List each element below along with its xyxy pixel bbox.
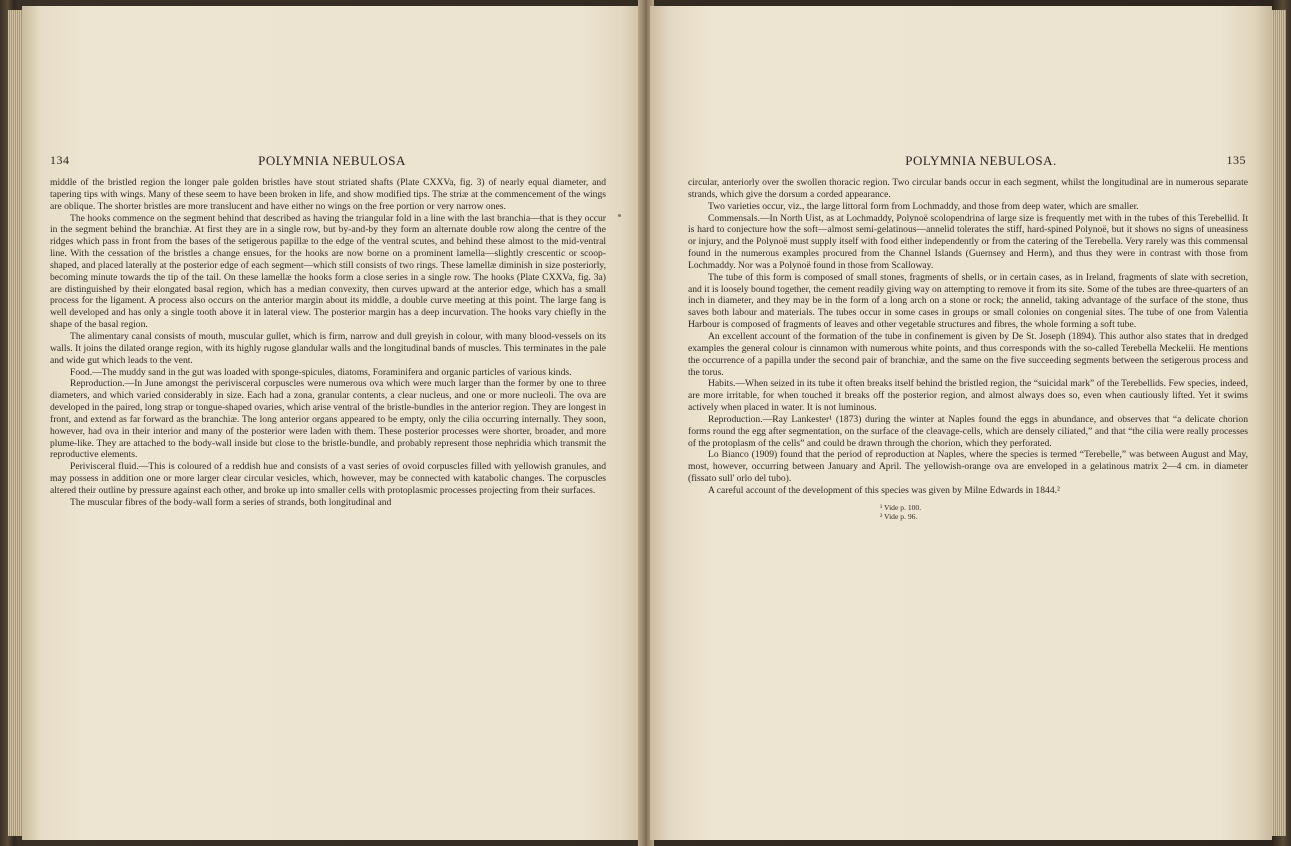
paragraph: Reproduction.—Ray Lankester¹ (1873) during the winter at Naples found the eggs in abundance, and observes that “a delicate chorion forms round the egg after segmentation, on the surface of the cleavage-cells, which are densely ciliated,” and that “the cilia were really processes of the protoplasm of the cells” and could be drawn through the chorion, which they perforated. [688,413,1248,449]
right-page [650,6,1272,840]
paragraph: middle of the bristled region the longer pale golden bristles have stout striated shafts (Plate CXXVa, fig. 3) of nearly equal diameter, and tapering tips with wings. Many of these seem to have been broken in life, and show modified tips. The striæ at the commencement of the wings are oblique. The shorter bristles are more translucent and have either no wings on the free portion or very narrow ones. [50,177,606,212]
paragraph: Perivisceral fluid.—This is coloured of a reddish hue and consists of a vast series of ovoid corpuscles filled with yellowish granules, and may possess in addition one or more larger clear circular vesicles, which, however, may be connected with katabolic changes. The corpuscles altered their outline by pressure against each other, and broke up into smaller cells with protoplasmic processes projecting from their surfaces. [50,461,606,496]
right-page-edges [1272,10,1286,836]
paragraph: Lo Bianco (1909) found that the period of reproduction at Naples, where the species is termed “Terebelle,” was between August and May, most, however, occurring between January and April. The yellowish-orange ova are enveloped in a gelatinous matrix 2—4 cm. in diameter (fissato sull' orlo del tubo). [688,449,1248,485]
paragraph: The tube of this form is composed of small stones, fragments of shells, or in certain cases, as in Ireland, fragments of slate with secretion, and it is loosely bound together, the cement readily giving way on attempting to remove it from its site. Some of the tubes are three-quarters of an inch in diameter, and they may be in the form of a long arch on a stone or rock; the annelid, taking advantage of the surface of the stone, thus saves both labour and materials. The tubes occur in some cases in groups or small colonies on congenial sites. The tube of one from Valentia Harbour is composed of fragments of leaves and other vegetable structures and fibres, the whole forming a soft tube. [688,271,1248,331]
paragraph: Commensals.—In North Uist, as at Lochmaddy, Polynoë scolopendrina of large size is frequently met with in the tubes of this Terebellid. It is hard to conjecture how the soft—almost semi-gelatinous—annelid tolerates the stiff, hard-spined Polynoë, but it shows no signs of uneasiness or injury, and the Polynoë must supply itself with food either independently or from the catering of the Terebella. Very rarely was this commensal found in the numerous examples procured from the Channel Islands (Guernsey and Herm), and thus they were in contrast with those from Lochmaddy. Nor was a Polynoë found in those from Scalloway. [688,212,1248,271]
paragraph: The alimentary canal consists of mouth, muscular gullet, which is firm, narrow and dull greyish in colour, with many blood-vessels on its walls. It joins the dilated orange region, with its highly rugose glandular walls and the longitudinal bands of muscles. This terminates in the pale and wide gut which leads to the vent. [50,330,606,366]
footnote: ² Vide p. 96. [880,512,918,522]
paragraph: circular, anteriorly over the swollen thoracic region. Two circular bands occur in each segment, whilst the longitudinal are in numerous separate strands, which give the dorsum a corded appearance. [688,177,1248,200]
paragraph: The muscular fibres of the body-wall form a series of strands, both longitudinal and [70,496,392,508]
right-body-text [688,177,1248,522]
paragraph: The hooks commence on the segment behind that described as having the triangular fold in a line with the last branchia—that is they occur in the segment behind the branchiæ. At first they are in a single row, but by-and-by they form an alternate double row along the centre of the ridges which pass in front from the bases of the setigerous papillæ to the edge of the ventral scutes, and behind these almost to the mid-ventral line. With the cessation of the bristles a change ensues, for the hooks are now borne on a prominent lamella—slightly crescentic or scoop-shaped, and placed laterally at the posterior edge of each segment—which still consists of two rings. These lamellæ diminish in size posteriorly, becoming minute towards the tip of the tail. On these lamellæ the hooks form a close series in a single row. The hooks (Plate CXXVa, fig. 3a) are distinguished by their elongated basal region, which has a median convexity, then curves upward at the anterior edge, which has a small process for the ligament. A process also occurs on the anterior margin about its middle, a double curve meeting at this point. The large fang is well developed and has only a single tooth above it in lateral view. The posterior margin has a deep incurvation. The hooks vary chiefly in the shape of the basal region. [50,212,606,331]
left-page [22,6,642,840]
left-body-text [50,177,606,509]
page-mark [618,214,621,217]
footnote: ¹ Vide p. 100. [880,502,922,512]
running-head-title: POLYMNIA NEBULOSA. [905,153,1057,168]
paragraph: Reproduction.—In June amongst the perivisceral corpuscles were numerous ova which were much larger than the former by one to three diameters, and which varied considerably in size. Each had a zona, granular contents, a clear nucleus, and one or more nucleoli. The ova are developed in the paired, long strap or tongue-shaped ovaries, which arise ventral of the bristle-bundles in the anterior region. They are longest in front, and extend as far forward as the branchiæ. The long anterior organs appeared to be empty, only the cilia occurring internally. They soon, however, had ova in their interior and many of the posterior were laden with them. These posterior processes were shorter, broader, and more plume-like. They are attached to the body-wall inside but close to the bristle-bundle, and probably represent those nephridia which transmit the reproductive elements. [50,378,606,461]
paragraph: Food.—The muddy sand in the gut was loaded with sponge-spicules, diatoms, Foraminifera and organic particles of various kinds. [70,366,572,378]
page-number: 135 [1226,153,1246,167]
paragraph: Two varieties occur, viz., the large littoral form from Lochmaddy, and those from deep water, which are smaller. [708,200,1139,212]
left-running-head [22,153,642,169]
left-page-edges [8,10,22,836]
running-head-title: POLYMNIA NEBULOSA [258,153,406,168]
page-number: 134 [50,153,70,167]
right-running-head [650,153,1272,169]
paragraph: Habits.—When seized in its tube it often breaks itself behind the bristled region, the “suicidal mark” of the Terebellids. Few species, indeed, are more irritable, for when touched it breaks off the posterior region, and almost always does so, even when cautiously lifted. Yet it swims actively when placed in water. It is not luminous. [688,378,1248,414]
paragraph: An excellent account of the formation of the tube in confinement is given by De St. Joseph (1894). This author also states that in dredged examples the general colour is cinnamon with numerous white points, and thus corresponds with the so-called Terebella Meckelii. He mentions the occurrence of a papilla under the second pair of branchiæ, and the same on the five succeeding segments between the setigerous process and the torus. [688,330,1248,378]
paragraph: A careful account of the development of this species was given by Milne Edwards in 1844.² [708,484,1060,496]
